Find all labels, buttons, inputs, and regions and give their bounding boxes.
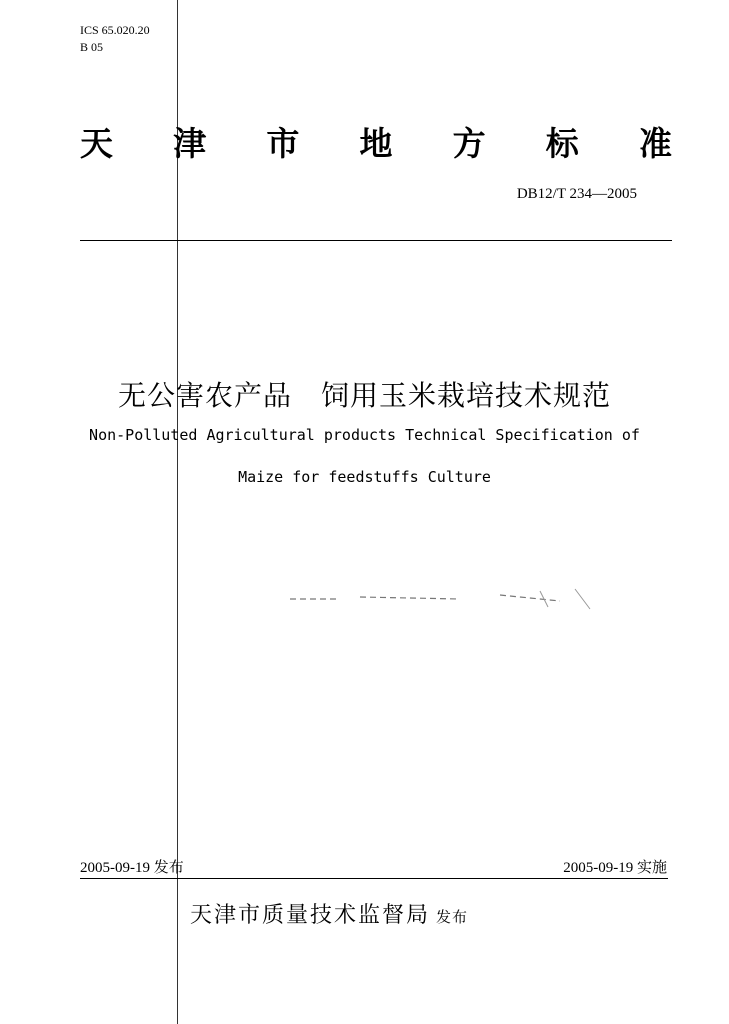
title-char: 准 [638,123,672,163]
title-char: 市 [266,123,300,163]
scan-artifact-marks [230,585,610,615]
standard-number: DB12/T 234—2005 [516,186,637,202]
title-char: 标 [545,123,579,163]
title-char: 地 [359,123,393,163]
title-char: 天 [80,123,113,163]
issue-date: 2005-09-19 发布 [80,860,184,876]
standard-type-title [80,118,672,164]
title-char: 方 [452,123,486,163]
top-rule [80,240,672,241]
issuer-suffix: 发布 [436,908,469,926]
title-char: 津 [173,123,207,163]
classification-codes [80,22,150,56]
ics-code: ICS 65.020.20 [80,23,150,37]
ccs-code: B 05 [80,40,104,54]
document-title-chinese: 无公害农产品 饲用玉米栽培技术规范 [117,379,611,412]
document-title-english-line1: Non-Polluted Agricultural products Technical Specification of [89,426,640,444]
document-title-english-line2: Maize for feedstuffs Culture [238,468,491,486]
implementation-date: 2005-09-19 实施 [563,860,667,876]
issuer-name: 天津市质量技术监督局 [190,903,431,928]
issuing-authority [190,898,468,929]
bottom-rule [80,878,668,879]
